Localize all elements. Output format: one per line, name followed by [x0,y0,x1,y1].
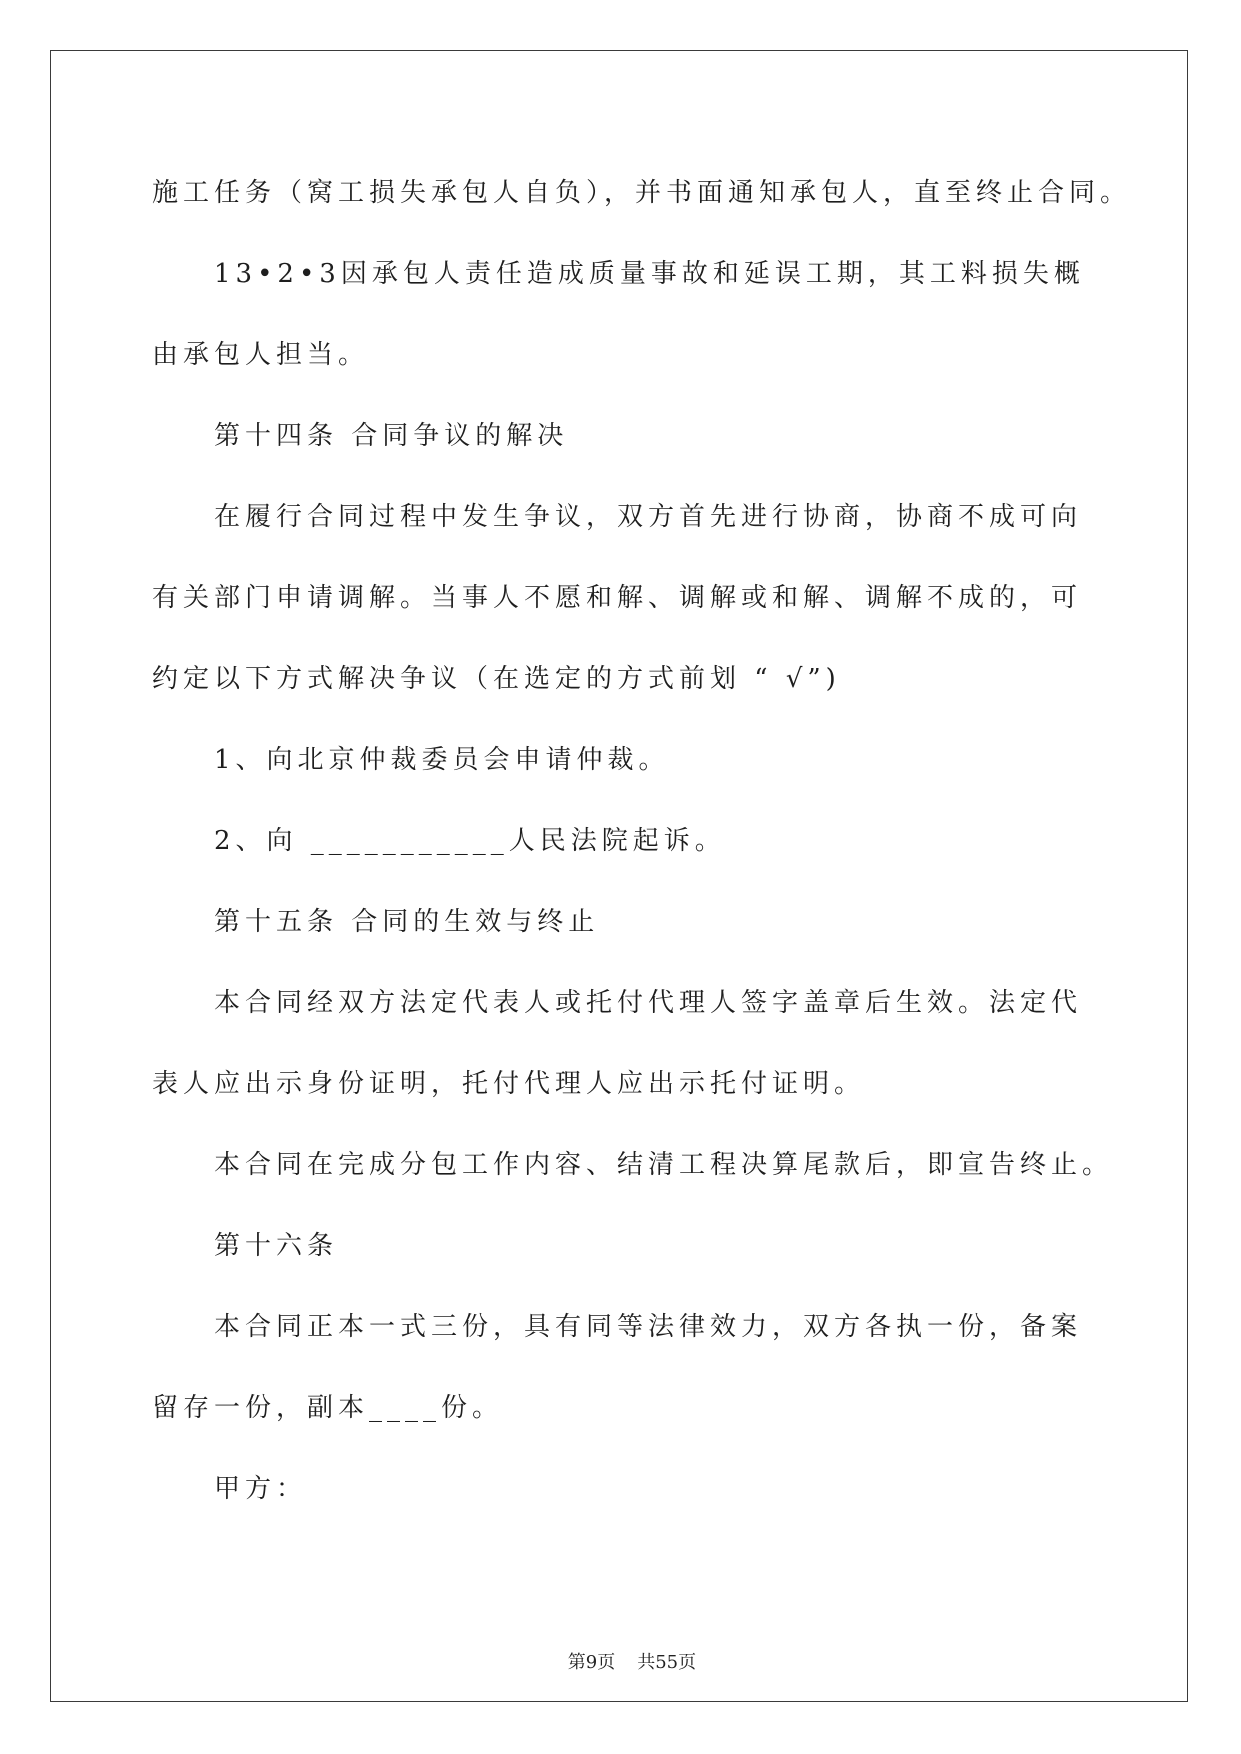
article-16-heading: 第十六条 [214,1231,339,1261]
termination-paragraph-line: 本合同在完成分包工作内容、结清工程决算尾款后，即宣告终止。 [214,1150,1114,1180]
page-footer [0,1627,1241,1699]
page-number: 第9页 [567,1652,616,1673]
dispute-paragraph-line: 约定以下方式解决争议（在选定的方式前划 “ √”) [152,664,841,694]
dispute-option-court: 2、向 ___________人民法院起诉。 [214,826,726,856]
copies-paragraph-line: 本合同正本一式三份，具有同等法律效力，双方各执一份，备案 [214,1312,1083,1342]
dispute-paragraph-line: 在履行合同过程中发生争议，双方首先进行协商，协商不成可向 [214,502,1083,532]
party-a-signature-label: 甲方： [214,1474,308,1504]
article-15-heading: 第十五条 合同的生效与终止 [214,907,600,937]
text-line-continuation: 施工任务（窝工损失承包人自负），并书面通知承包人，直至终止合同。 [152,178,1132,208]
clause-13-2-3-line: 13•2•3因承包人责任造成质量事故和延误工期，其工料损失概 [214,259,1085,289]
effectiveness-paragraph-line: 表人应出示身份证明，托付代理人应出示托付证明。 [152,1069,866,1099]
dispute-paragraph-line: 有关部门申请调解。当事人不愿和解、调解或和解、调解不成的，可 [152,583,1083,613]
article-14-heading: 第十四条 合同争议的解决 [214,421,569,451]
clause-13-2-3-line-end: 由承包人担当。 [152,340,370,370]
dispute-option-arbitration: 1、向北京仲裁委员会申请仲裁。 [214,745,670,775]
document-body [152,153,1172,1530]
page-total: 共55页 [637,1652,697,1673]
effectiveness-paragraph-line: 本合同经双方法定代表人或托付代理人签字盖章后生效。法定代 [214,988,1083,1018]
copies-paragraph-line: 留存一份，副本____份。 [152,1393,504,1423]
